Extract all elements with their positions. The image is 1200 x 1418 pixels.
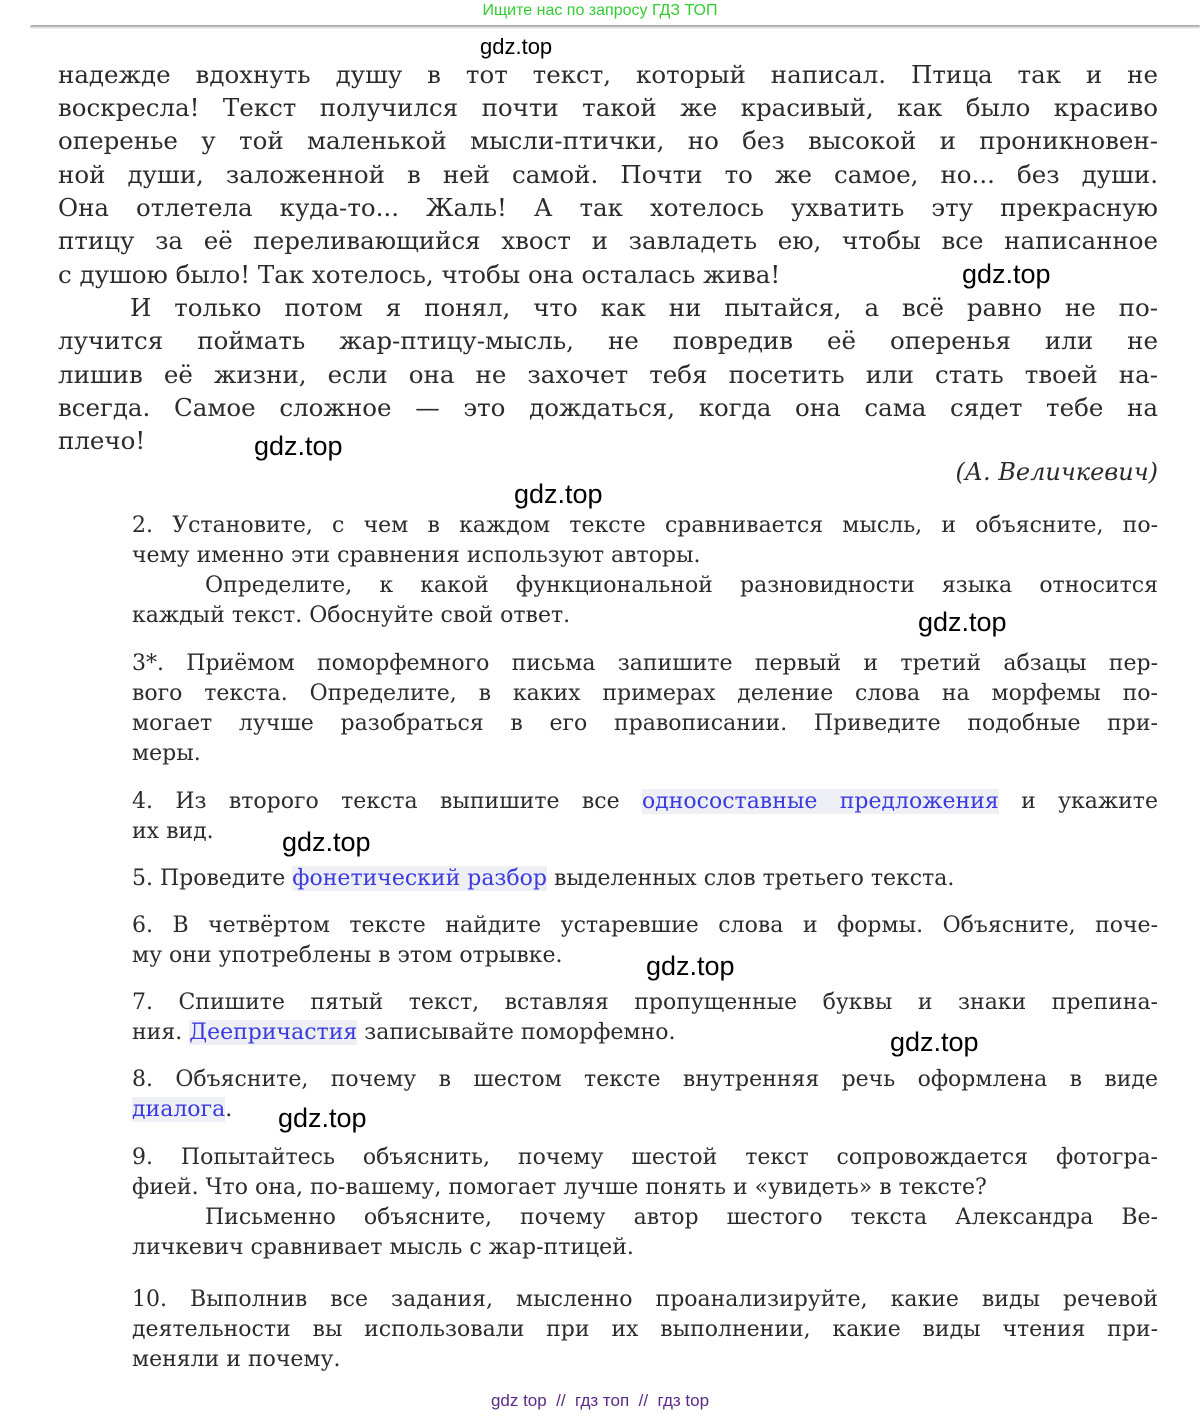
task-7-line: 7. Спишите пятый текст, вставляя пропущенные буквы и знаки препина- bbox=[132, 990, 1158, 1015]
task-4-text: 4. Из второго текста выпишите все bbox=[132, 789, 642, 814]
banner-divider bbox=[30, 25, 1200, 29]
task-8-text: . bbox=[225, 1097, 233, 1122]
task-3-line: 3*. Приёмом поморфемного письма запишите первый и третий абзацы пер- bbox=[132, 651, 1158, 676]
story-line: оперенье у той маленькой мысли-птички, но без высокой и проникновен- bbox=[58, 126, 1158, 155]
task-9-line: фией. Что она, по-вашему, помогает лучше понять и «увидеть» в тексте? bbox=[132, 1175, 987, 1200]
watermark: gdz.top bbox=[514, 479, 603, 509]
story-line: плечо! bbox=[58, 426, 146, 455]
task-3-line: могает лучше разобраться в его правописании. Приведите подобные при- bbox=[132, 711, 1158, 736]
task-10-line: деятельности вы использовали при их выполнении, какие виды чтения при- bbox=[132, 1317, 1158, 1342]
task-6-line: му они употреблены в этом отрывке. bbox=[132, 943, 563, 968]
story-line: всегда. Самое сложное — это дождаться, когда она сама сядет тебе на bbox=[58, 393, 1158, 422]
task-9-line: личкевич сравнивает мысль с жар-птицей. bbox=[132, 1235, 634, 1260]
task-9-line: Письменно объясните, почему автор шестого текста Александра Ве- bbox=[205, 1205, 1158, 1230]
story-line: надежде вдохнуть душу в тот текст, который написал. Птица так и не bbox=[58, 60, 1158, 89]
link-gerunds[interactable]: Деепричастия bbox=[189, 1020, 358, 1045]
top-banner[interactable]: Ищите нас по запросу ГДЗ ТОП bbox=[482, 2, 718, 19]
story-line: лишив её жизни, если она не захочет тебя посетить или стать твоей на- bbox=[58, 360, 1158, 389]
link-one-part-sentences[interactable]: односоставные предложения bbox=[641, 789, 999, 814]
task-3-line: меры. bbox=[132, 741, 201, 766]
story-line: Она отлетела куда-то... Жаль! А так хотелось ухватить эту прекрасную bbox=[58, 193, 1158, 222]
task-2-line: каждый текст. Обоснуйте свой ответ. bbox=[132, 603, 571, 628]
link-dialogue[interactable]: диалога bbox=[132, 1097, 226, 1122]
task-3-line: вого текста. Определите, в каких примерах деление слова на морфемы по- bbox=[132, 681, 1158, 706]
task-2-line: Определите, к какой функциональной разновидности языка относится bbox=[205, 573, 1158, 598]
watermark: gdz.top bbox=[890, 1027, 979, 1057]
watermark: gdz.top bbox=[646, 951, 735, 981]
task-7-text: записывайте поморфемно. bbox=[357, 1020, 676, 1045]
task-10-line: 10. Выполнив все задания, мысленно проанализируйте, какие виды речевой bbox=[132, 1287, 1158, 1312]
watermark: gdz.top bbox=[254, 431, 343, 461]
story-line: воскресла! Текст получился почти такой же красивый, как было красиво bbox=[58, 93, 1158, 122]
watermark: gdz.top bbox=[918, 607, 1007, 637]
watermark: gdz.top bbox=[480, 34, 553, 59]
link-phonetic-analysis[interactable]: фонетический разбор bbox=[292, 866, 548, 891]
task-2-line: 2. Установите, с чем в каждом тексте сравнивается мысль, и объясните, по- bbox=[132, 513, 1158, 538]
task-5-line bbox=[132, 866, 1158, 891]
task-5-text: выделенных слов третьего текста. bbox=[547, 866, 955, 891]
footer-links[interactable]: gdz top // гдз топ // гдз top bbox=[490, 1391, 710, 1410]
task-2-line: чему именно эти сравнения используют авторы. bbox=[132, 543, 701, 568]
task-8-line: 8. Объясните, почему в шестом тексте внутренняя речь оформлена в виде bbox=[132, 1067, 1158, 1092]
task-6-line: 6. В четвёртом тексте найдите устаревшие слова и формы. Объясните, поче- bbox=[132, 913, 1158, 938]
watermark: gdz.top bbox=[278, 1103, 367, 1133]
task-10-line: меняли и почему. bbox=[132, 1347, 341, 1372]
author-attribution: (А. Величкевич) bbox=[955, 458, 1158, 486]
task-5-text: 5. Проведите bbox=[132, 866, 293, 891]
task-7-line bbox=[132, 1020, 1158, 1045]
task-4-line bbox=[132, 789, 1158, 814]
story-line: лучится поймать жар-птицу-мысль, не повредив её оперенья или не bbox=[58, 326, 1158, 355]
story-line: с душою было! Так хотелось, чтобы она осталась жива! bbox=[58, 260, 781, 289]
watermark: gdz.top bbox=[962, 259, 1051, 289]
task-4-line: их вид. bbox=[132, 819, 214, 844]
task-4-text: и укажите bbox=[998, 789, 1158, 814]
story-line: птицу за её переливающийся хвост и завладеть ею, чтобы все написанное bbox=[58, 226, 1158, 255]
story-line: ной души, заложенной в ней самой. Почти то же самое, но... без души. bbox=[58, 160, 1158, 189]
story-line: И только потом я понял, что как ни пытайся, а всё равно не по- bbox=[130, 293, 1158, 322]
watermark: gdz.top bbox=[282, 827, 371, 857]
task-7-text: ния. bbox=[132, 1020, 190, 1045]
task-9-line: 9. Попытайтесь объяснить, почему шестой текст сопровождается фотогра- bbox=[132, 1145, 1158, 1170]
